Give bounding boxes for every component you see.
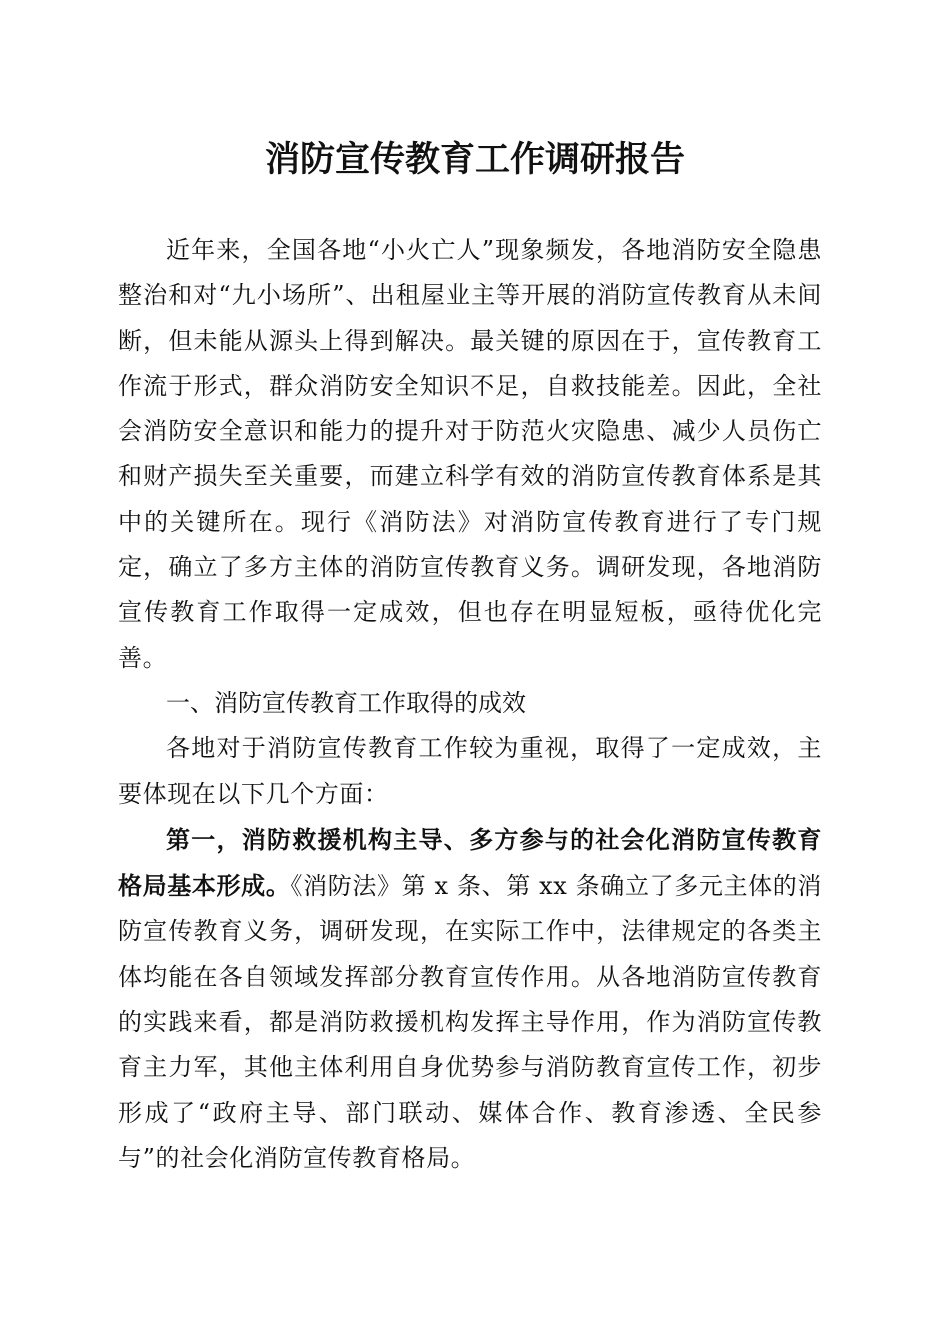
point-text: 《消防法》第 x 条、第 xx 条确立了多元主体的消防宣传教育义务，调研发现，在实际工作中，法律规定的各类主体均能在各自领域发挥部分教育宣传作用。从各地消防宣传教育的实践来看，都是消防救援机构发挥主导作用，作为消防宣传教育主力军，其他主体利用自身优势参与消防教育宣传工作，初步形成了“政府主导、部门联动、媒体合作、教育渗透、全民参与”的社会化消防宣传教育格局。 [118, 872, 822, 1172]
intro-paragraph: 近年来，全国各地“小火亡人”现象频发，各地消防安全隐患整治和对“九小场所”、出租屋业主等开展的消防宣传教育从未间断，但未能从源头上得到解决。最关键的原因在于，宣传教育工作流于形式，群众消防安全知识不足，自救技能差。因此，全社会消防安全意识和能力的提升对于防范火灾隐患、减少人员伤亡和财产损失至关重要，而建立科学有效的消防宣传教育体系是其中的关键所在。现行《消防法》对消防宣传教育进行了专门规定，确立了多方主体的消防宣传教育义务。调研发现，各地消防宣传教育工作取得一定成效，但也存在明显短板，亟待优化完善。 [118, 236, 822, 672]
document-title: 消防宣传教育工作调研报告 [264, 139, 685, 180]
point-lead: 第一，消防救援机构主导、多方参与的社会化消防宣传教育格局基本形成。 [118, 824, 822, 901]
document-body [118, 228, 822, 1181]
section-paragraph: 各地对于消防宣传教育工作较为重视，取得了一定成效，主要体现在以下几个方面： [118, 734, 822, 808]
section-heading: 一、消防宣传教育工作取得的成效 [166, 688, 526, 717]
point-paragraph [118, 817, 822, 1181]
